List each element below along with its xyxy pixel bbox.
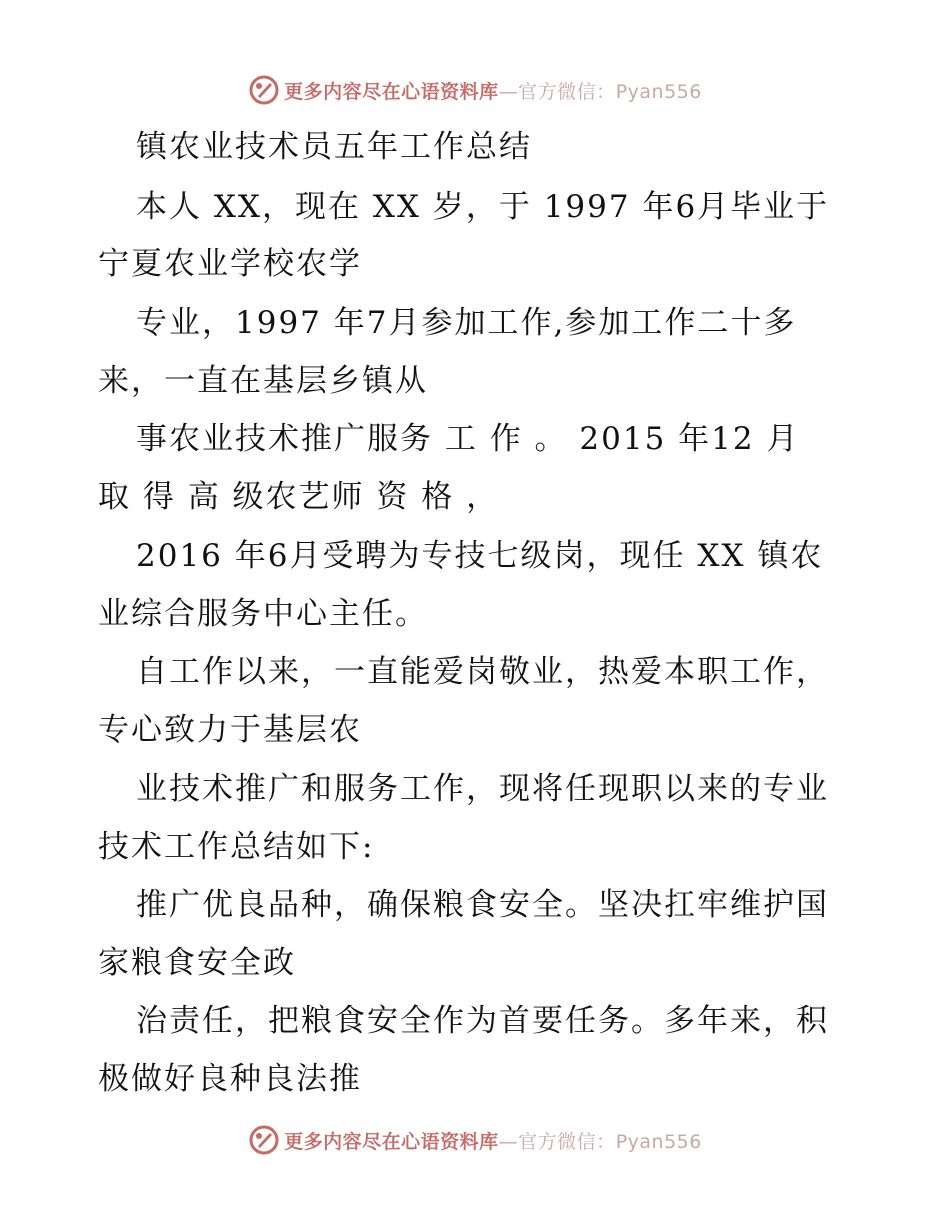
paragraph-line: 专心致力于基层农 [98, 712, 362, 748]
banner-separator: — [498, 1130, 519, 1153]
banner-wechat-label: 官方微信： [518, 80, 616, 103]
paragraph-line: 2016 年6月受聘为专技七级岗，现任 XX 镇农 [136, 538, 824, 574]
paragraph-line: 治责任，把粮食安全作为首要任务。多年来，积 [136, 1003, 829, 1039]
paragraph-line: 技术工作总结如下: [98, 829, 375, 865]
paragraph-line: 自工作以来，一直能爱岗敬业，热爱本职工作， [136, 654, 829, 690]
paragraph-line: 事农业技术推广服务 工 作 。 2015 年12 月 [136, 421, 800, 457]
banner-separator: — [498, 80, 519, 103]
paragraph-line: 家粮食安全政 [98, 945, 296, 981]
document-title: 镇农业技术员五年工作总结 [136, 129, 532, 165]
paragraph-line: 取 得 高 级农艺师 资 格 ， [98, 479, 500, 515]
paragraph-line: 业综合服务中心主任。 [98, 596, 428, 632]
banner-text [284, 1127, 702, 1154]
paragraph-line: 业技术推广和服务工作，现将任现职以来的专业 [136, 771, 829, 807]
banner-brand: 更多内容尽在心语资料库 [284, 80, 499, 103]
footer-banner [0, 1120, 950, 1160]
paragraph-line: 本人 XX，现在 XX 岁，于 1997 年6月毕业于 [136, 189, 830, 225]
seal-logo-icon [248, 1124, 280, 1156]
header-banner [0, 70, 950, 110]
paragraph-line: 推广优良品种，确保粮食安全。坚决扛牢维护国 [136, 887, 829, 923]
paragraph-line: 专业，1997 年7月参加工作,参加工作二十多 [136, 305, 797, 341]
paragraph-line: 宁夏农业学校农学 [98, 246, 362, 282]
paragraph-line: 极做好良种良法推 [98, 1061, 362, 1097]
paragraph-line: 来，一直在基层乡镇从 [98, 363, 428, 399]
banner-wechat-id: Pyan556 [615, 80, 702, 103]
banner-brand: 更多内容尽在心语资料库 [284, 1130, 499, 1153]
banner-text [284, 77, 702, 104]
seal-logo-icon [248, 74, 280, 106]
banner-wechat-label: 官方微信： [518, 1130, 616, 1153]
banner-wechat-id: Pyan556 [615, 1130, 702, 1153]
